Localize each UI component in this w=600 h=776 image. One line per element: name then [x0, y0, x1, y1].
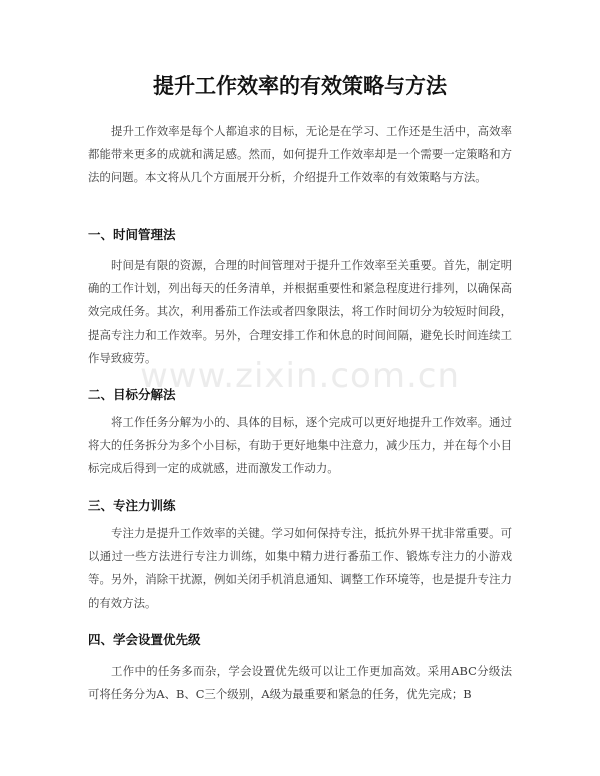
section-body-time-management: 时间是有限的资源，合理的时间管理对于提升工作效率至关重要。首先，制定明确的工作计划，列出每天的任务清单，并根据重要性和紧急程度进行排列，以确保高效完成任务。其次，利用番茄工作法或者四象限法，将工作时间切分为较短时间段，提高专注力和工作效率。另外，合理安排工作和休息的时间间隔，避免长时间连续工作导致疲劳。 [88, 258, 512, 365]
section-body-focus-training: 专注力是提升工作效率的关键。学习如何保持专注，抵抗外界干扰非常重要。可以通过一些方法进行专注力训练，如集中精力进行番茄工作、锻炼专注力的小游戏等。另外，消除干扰源，例如关闭手机消息通知、调整工作环境等，也是提升专注力的有效方法。 [88, 526, 512, 610]
section-body-goal-decomposition: 将工作任务分解为小的、具体的目标，逐个完成可以更好地提升工作效率。通过将大的任务拆分为多个小目标，有助于更好地集中注意力，减少压力，并在每个小目标完成后得到一定的成就感，进而激发工作动力。 [88, 415, 512, 476]
intro-paragraph: 提升工作效率是每个人都追求的目标，无论是在学习、工作还是生活中，高效率都能带来更多的成就和满足感。然而，如何提升工作效率却是一个需要一定策略和方法的问题。本文将从几个方面展开分析，介绍提升工作效率的有效策略与方法。 [88, 124, 512, 185]
document-title: 提升工作效率的有效策略与方法 [153, 74, 447, 98]
watermark: www.zixin.com.cn [140, 356, 460, 396]
section-body-priority: 工作中的任务多而杂，学会设置优先级可以让工作更加高效。采用ABC分级法可将任务分为A、B、C三个级别，A级为最重要和紧急的任务，优先完成；B [88, 664, 512, 702]
section-heading-priority: 四、学会设置优先级 [88, 632, 201, 647]
section-heading-focus-training: 三、专注力训练 [88, 498, 176, 513]
section-heading-time-management: 一、时间管理法 [88, 227, 176, 242]
section-heading-goal-decomposition: 二、目标分解法 [88, 387, 176, 402]
